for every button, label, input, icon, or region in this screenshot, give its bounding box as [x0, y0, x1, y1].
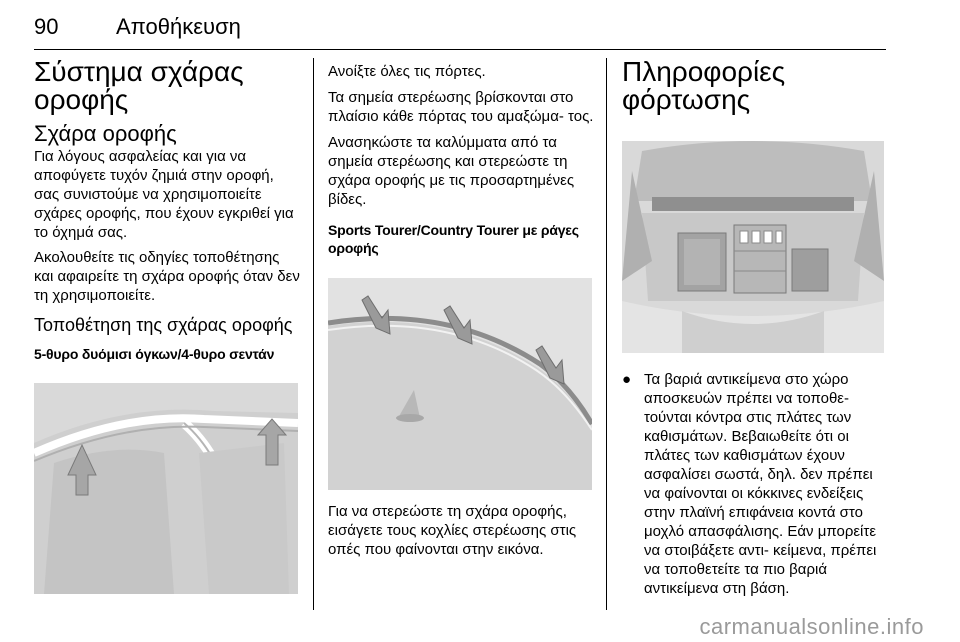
column-left — [34, 58, 302, 363]
loading-info-list — [622, 370, 888, 598]
column-right — [622, 58, 886, 114]
paragraph: Για να στερεώστε τη σχάρα οροφής, εισάγετε τους κοχλίες στερέωσης στις οπές που φαίνονται στην εικόνα. — [328, 503, 577, 558]
procedure-heading: Τοποθέτηση της σχάρας οροφής — [34, 315, 293, 335]
header-divider — [34, 49, 886, 50]
subsection-title: Σχάρα οροφής — [34, 121, 177, 146]
list-item — [622, 370, 888, 598]
column-divider — [606, 58, 607, 610]
roof-rack-mounting-figure — [34, 383, 298, 594]
column-middle-caption — [328, 502, 596, 559]
paragraph: Ανοίξτε όλες τις πόρτες. — [328, 63, 486, 80]
luggage-illustration — [622, 141, 884, 353]
variant-label: 5-θυρο δυόμισι όγκων/4-θυρο σεντάν — [34, 346, 275, 362]
column-middle — [328, 58, 596, 257]
chapter-title: Αποθήκευση — [116, 14, 241, 39]
page-header — [34, 12, 926, 48]
section-title: Πληροφορίες φόρτωσης — [622, 56, 786, 115]
bullet-icon: ● — [622, 371, 632, 388]
paragraph: Για λόγους ασφαλείας και για να αποφύγετε τυχόν ζημιά στην οροφή, σας συνιστούμε να χρησιμοποιείτε σχάρες οροφής, που έχουν εγκριθεί για το όχημά σας. — [34, 148, 294, 241]
roof-illustration — [34, 383, 298, 594]
paragraph: Ανασηκώστε τα καλύμματα από τα σημεία στερέωσης και στερεώστε τη σχάρα οροφής με τις προσαρτημένες βίδες. — [328, 134, 575, 208]
column-divider — [313, 58, 314, 610]
roof-rails-figure — [328, 278, 592, 490]
paragraph: Ακολουθείτε τις οδηγίες τοποθέτησης και αφαιρείτε τη σχάρα οροφής όταν δεν τη χρησιμοποιείτε. — [34, 249, 300, 304]
page-number: 90 — [34, 14, 59, 39]
list-item-text: Τα βαριά αντικείμενα στο χώρο αποσκευών πρέπει να τοποθε- τούνται κόντρα στις πλάτες των καθισμάτων. Βεβαιωθείτε ότι οι πλάτες των καθισμάτων έχουν ασφαλίσει σωστά, δηλ. δεν πρέπει να φαίνονται οι κόκκινες ενδείξεις στην πλαϊνή επιφάνεια κοντά στο μοχλό απασφάλισης. Εάν μπορείτε να στοιβάξετε αντι- κείμενα, πρέπει να τοποθετείτε τα πιο βαριά αντικείμενα στη βάση. — [644, 371, 877, 597]
roof-rails-illustration — [328, 278, 592, 490]
variant-label: Sports Tourer/Country Tourer με ράγες οροφής — [328, 222, 579, 256]
luggage-loading-figure — [622, 141, 884, 353]
section-title: Σύστημα σχάρας οροφής — [34, 56, 244, 115]
watermark: carmanualsonline.info — [699, 614, 924, 639]
paragraph: Τα σημεία στερέωσης βρίσκονται στο πλαίσιο κάθε πόρτας του αμαξώμα- τος. — [328, 89, 594, 125]
